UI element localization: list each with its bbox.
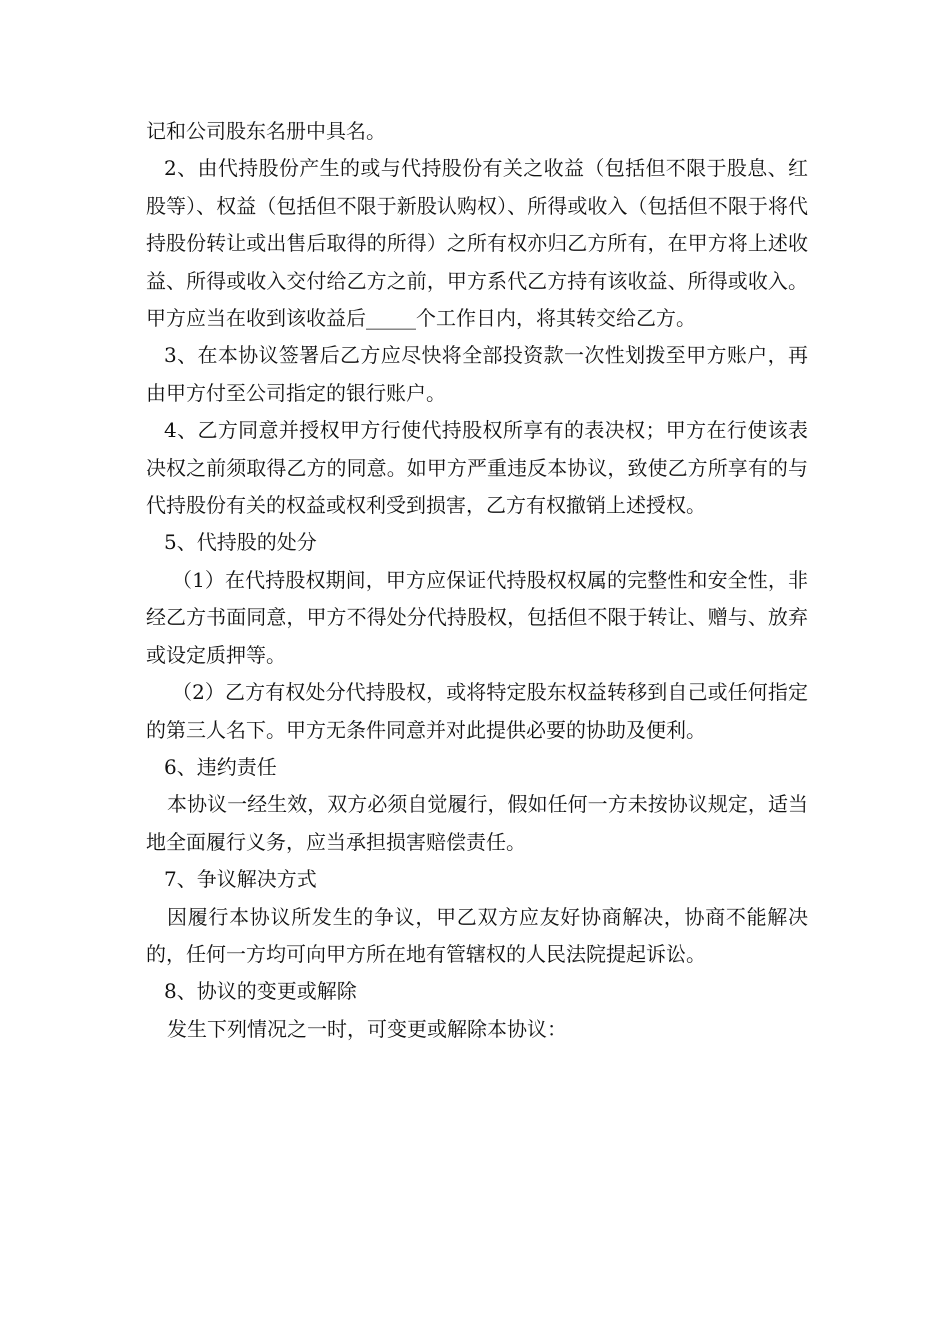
clause-3-investment-transfer: 3、在本协议签署后乙方应尽快将全部投资款一次性划拨至甲方账户，再由甲方付至公司指定的银行账户。 [146,343,808,405]
document-body [146,113,808,1048]
clause-6-heading: 6、违约责任 [164,754,277,779]
clause-2-income-ownership: 2、由代持股份产生的或与代持股份有关之收益（包括但不限于股息、红股等）、权益（包括但不限于新股认购权）、所得或收入（包括但不限于将代持股份转让或出售后取得的所得）之所有权亦归乙方所有，在甲方将上述收益、所得或收入交付给乙方之前，甲方系代乙方持有该收益、所得或收入。甲方应当在收到该收益后_____个工作日内，将其转交给乙方。 [146,156,808,331]
clause-7-body: 因履行本协议所发生的争议，甲乙双方应友好协商解决，协商不能解决的，任何一方均可向甲方所在地有管辖权的人民法院提起诉讼。 [146,904,808,966]
clause-6-body: 本协议一经生效，双方必须自觉履行，假如任何一方未按协议规定，适当地全面履行义务，应当承担损害赔偿责任。 [146,792,808,854]
clause-5-item-1: （1）在代持股权期间，甲方应保证代持股权权属的完整性和安全性，非经乙方书面同意，甲方不得处分代持股权，包括但不限于转让、赠与、放弃或设定质押等。 [146,567,808,667]
clause-8-heading: 8、协议的变更或解除 [164,979,357,1004]
clause-4-voting-rights: 4、乙方同意并授权甲方行使代持股权所享有的表决权；甲方在行使该表决权之前须取得乙方的同意。如甲方严重违反本协议，致使乙方所享有的与代持股份有关的权益或权利受到损害，乙方有权撤销上述授权。 [146,418,808,518]
clause-7-heading: 7、争议解决方式 [164,867,317,892]
clause-5-item-2: （2）乙方有权处分代持股权，或将特定股东权益转移到自己或任何指定的第三人名下。甲方无条件同意并对此提供必要的协助及便利。 [146,680,808,742]
paragraph-continuation: 记和公司股东名册中具名。 [146,119,386,143]
clause-5-heading: 5、代持股的处分 [164,530,317,555]
clause-8-body: 发生下列情况之一时，可变更或解除本协议： [167,1016,567,1041]
